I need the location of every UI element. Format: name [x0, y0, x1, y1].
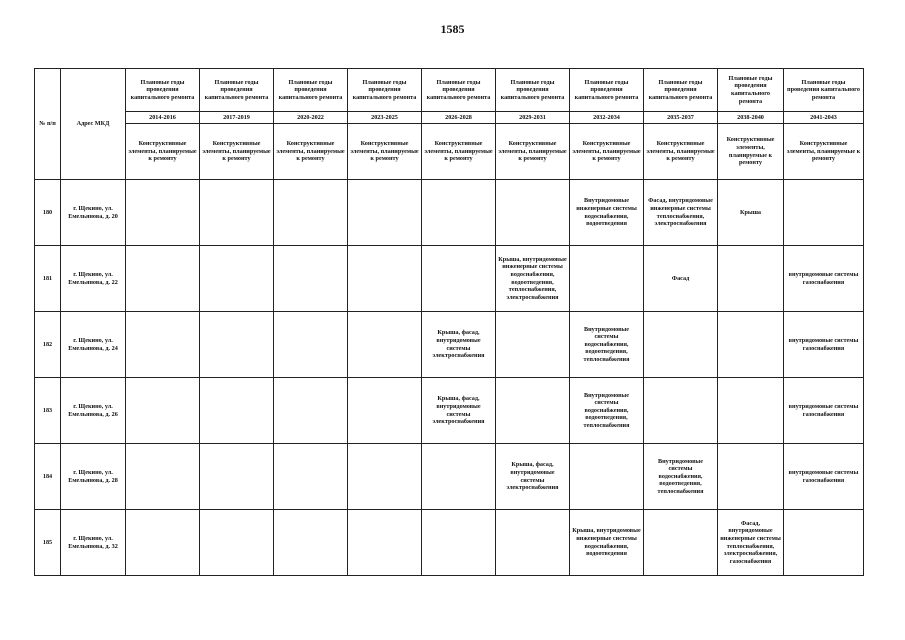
repair-cell — [348, 444, 422, 510]
address-column-header: Адрес МКД — [61, 69, 126, 180]
table-row — [35, 378, 864, 444]
header-years-row — [35, 112, 864, 124]
repair-cell — [718, 444, 784, 510]
repair-cell: Крыша — [718, 180, 784, 246]
period-years: 2023-2025 — [348, 112, 422, 124]
repair-cell: Крыша, внутридомовые инженерные системы водоснабжения, водоотведения, теплоснабжения, электроснабжения — [496, 246, 570, 312]
repair-cell — [718, 312, 784, 378]
repair-cell — [126, 180, 200, 246]
row-number: 180 — [35, 180, 61, 246]
period-title: Плановые годы проведения капитального ремонта — [126, 69, 200, 112]
period-years: 2035-2037 — [644, 112, 718, 124]
repair-cell: Крыша, фасад, внутридомовые системы электроснабжения — [496, 444, 570, 510]
repair-cell: Крыша, фасад, внутридомовые системы электроснабжения — [422, 378, 496, 444]
repair-cell — [274, 378, 348, 444]
repair-cell — [496, 378, 570, 444]
repair-cell: Внутридомовые системы водоснабжения, водоотведения, теплоснабжения — [570, 312, 644, 378]
repair-cell: внутридомовые системы газоснабжения — [784, 312, 864, 378]
repair-cell — [348, 180, 422, 246]
repair-cell — [200, 246, 274, 312]
repair-cell — [718, 246, 784, 312]
period-title: Плановые годы проведения капитального ремонта — [644, 69, 718, 112]
repair-cell — [126, 246, 200, 312]
period-elements-label: Конструктивные элементы, планируемые к ремонту — [274, 124, 348, 180]
repair-cell — [200, 510, 274, 576]
period-years: 2038-2040 — [718, 112, 784, 124]
repair-cell — [274, 312, 348, 378]
repair-cell — [348, 378, 422, 444]
row-address: г. Щекино, ул. Емельянова, д. 22 — [61, 246, 126, 312]
page-number: 1585 — [440, 22, 465, 36]
period-elements-label: Конструктивные элементы, планируемые к ремонту — [496, 124, 570, 180]
row-address: г. Щекино, ул. Емельянова, д. 20 — [61, 180, 126, 246]
period-years: 2014-2016 — [126, 112, 200, 124]
table-row — [35, 510, 864, 576]
repair-cell — [644, 510, 718, 576]
period-title: Плановые годы проведения капитального ремонта — [570, 69, 644, 112]
period-years: 2041-2043 — [784, 112, 864, 124]
repair-cell: Внутридомовые системы водоснабжения, водоотведения, теплоснабжения — [570, 378, 644, 444]
repair-cell: Внутридомовые инженерные системы водоснабжения, водоотведения — [570, 180, 644, 246]
period-title: Плановые годы проведения капитального ремонта — [348, 69, 422, 112]
repair-cell — [496, 180, 570, 246]
repair-cell: Фасад, внутридомовые инженерные системы теплоснабжения, электроснабжения, газоснабжения — [718, 510, 784, 576]
repair-cell — [348, 510, 422, 576]
table-row — [35, 180, 864, 246]
period-years: 2029-2031 — [496, 112, 570, 124]
repair-cell — [644, 312, 718, 378]
repair-cell — [126, 378, 200, 444]
period-years: 2020-2022 — [274, 112, 348, 124]
repair-cell — [422, 444, 496, 510]
repair-cell — [496, 510, 570, 576]
repair-cell — [784, 180, 864, 246]
table-header — [35, 69, 864, 180]
period-title: Плановые годы проведения капитального ремонта — [274, 69, 348, 112]
row-address: г. Щекино, ул. Емельянова, д. 26 — [61, 378, 126, 444]
period-title: Плановые годы проведения капитального ремонта — [496, 69, 570, 112]
repair-cell — [348, 312, 422, 378]
row-number: 181 — [35, 246, 61, 312]
period-title: Плановые годы проведения капитального ремонта — [200, 69, 274, 112]
num-column-header: № п/п — [35, 69, 61, 180]
table-row — [35, 246, 864, 312]
repair-cell — [570, 444, 644, 510]
table-body — [35, 180, 864, 576]
row-address: г. Щекино, ул. Емельянова, д. 24 — [61, 312, 126, 378]
period-title: Плановые годы проведения капитального ремонта — [784, 69, 864, 112]
repair-cell — [570, 246, 644, 312]
repair-cell — [274, 444, 348, 510]
repair-cell — [422, 246, 496, 312]
repair-cell: внутридомовые системы газоснабжения — [784, 444, 864, 510]
repair-cell — [274, 246, 348, 312]
repair-cell — [274, 180, 348, 246]
repair-cell: внутридомовые системы газоснабжения — [784, 246, 864, 312]
period-elements-label: Конструктивные элементы, планируемые к ремонту — [644, 124, 718, 180]
period-elements-label: Конструктивные элементы, планируемые к ремонту — [784, 124, 864, 180]
repair-cell — [784, 510, 864, 576]
table-row — [35, 444, 864, 510]
header-title-row — [35, 69, 864, 112]
row-number: 185 — [35, 510, 61, 576]
period-years: 2032-2034 — [570, 112, 644, 124]
period-title: Плановые годы проведения капитального ремонта — [422, 69, 496, 112]
repair-cell: Крыша, внутридомовые инженерные системы водоснабжения, водоотведения — [570, 510, 644, 576]
period-elements-label: Конструктивные элементы, планируемые к ремонту — [570, 124, 644, 180]
period-elements-label: Конструктивные элементы, планируемые к ремонту — [200, 124, 274, 180]
header-elements-row — [35, 124, 864, 180]
repair-cell — [200, 378, 274, 444]
repair-cell: Внутридомовые системы водоснабжения, водоотведения, теплоснабжения — [644, 444, 718, 510]
period-elements-label: Конструктивные элементы, планируемые к ремонту — [348, 124, 422, 180]
repair-cell — [126, 510, 200, 576]
repair-cell — [422, 510, 496, 576]
repair-cell — [496, 312, 570, 378]
repair-cell — [644, 378, 718, 444]
table-row — [35, 312, 864, 378]
row-number: 184 — [35, 444, 61, 510]
repair-cell: Фасад, внутридомовые инженерные системы теплоснабжения, электроснабжения — [644, 180, 718, 246]
repair-cell — [422, 180, 496, 246]
repair-cell — [200, 180, 274, 246]
repair-cell — [718, 378, 784, 444]
repair-cell: внутридомовые системы газоснабжения — [784, 378, 864, 444]
repair-cell: Крыша, фасад, внутридомовые системы электроснабжения — [422, 312, 496, 378]
row-number: 183 — [35, 378, 61, 444]
period-elements-label: Конструктивные элементы, планируемые к ремонту — [718, 124, 784, 180]
row-address: г. Щекино, ул. Емельянова, д. 32 — [61, 510, 126, 576]
period-years: 2017-2019 — [200, 112, 274, 124]
period-years: 2026-2028 — [422, 112, 496, 124]
repair-cell — [200, 312, 274, 378]
repair-cell — [348, 246, 422, 312]
repair-cell — [126, 444, 200, 510]
row-number: 182 — [35, 312, 61, 378]
repair-cell — [274, 510, 348, 576]
row-address: г. Щекино, ул. Емельянова, д. 28 — [61, 444, 126, 510]
repair-cell — [126, 312, 200, 378]
period-elements-label: Конструктивные элементы, планируемые к ремонту — [422, 124, 496, 180]
capital-repair-table — [34, 68, 864, 576]
repair-cell: Фасад — [644, 246, 718, 312]
period-title: Плановые годы проведения капитального ремонта — [718, 69, 784, 112]
period-elements-label: Конструктивные элементы, планируемые к ремонту — [126, 124, 200, 180]
repair-cell — [200, 444, 274, 510]
